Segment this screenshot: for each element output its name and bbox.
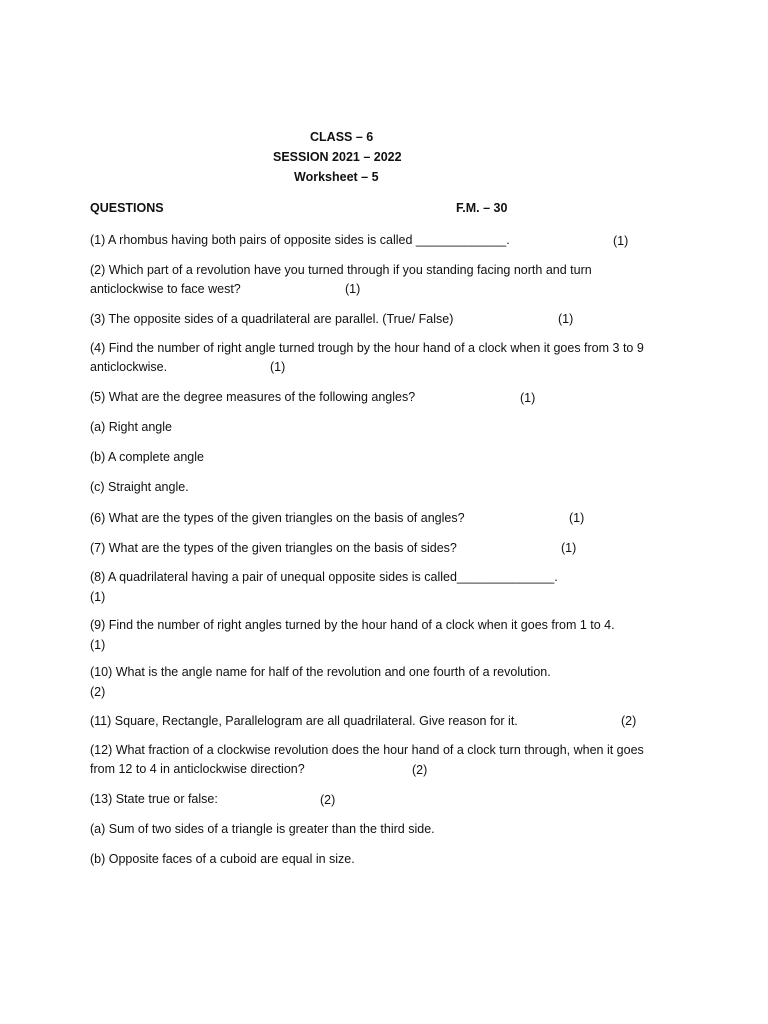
question-1-mark: (1): [613, 234, 629, 248]
question-13-mark: (2): [320, 793, 336, 807]
question-10-mark: (2): [90, 685, 106, 699]
question-9-mark: (1): [90, 638, 106, 652]
question-12-line-1: (12) What fraction of a clockwise revolution does the hour hand of a clock turn through, when it goes: [90, 743, 644, 757]
question-13: (13) State true or false:: [90, 792, 218, 806]
question-8: (8) A quadrilateral having a pair of unequal opposite sides is called______________.: [90, 570, 558, 584]
question-11-mark: (2): [621, 714, 637, 728]
question-5-part-c: (c) Straight angle.: [90, 480, 189, 494]
question-13-part-a: (a) Sum of two sides of a triangle is greater than the third side.: [90, 822, 435, 836]
question-1: (1) A rhombus having both pairs of opposite sides is called _____________.: [90, 233, 510, 247]
question-12-mark: (2): [412, 763, 428, 777]
question-2-mark: (1): [345, 282, 361, 296]
question-10: (10) What is the angle name for half of the revolution and one fourth of a revolution.: [90, 665, 551, 679]
worksheet-heading: Worksheet – 5: [294, 170, 379, 184]
question-3: (3) The opposite sides of a quadrilateral are parallel. (True/ False): [90, 312, 454, 326]
question-3-mark: (1): [558, 312, 574, 326]
question-7-mark: (1): [561, 541, 577, 555]
question-11: (11) Square, Rectangle, Parallelogram are all quadrilateral. Give reason for it.: [90, 714, 518, 728]
question-7: (7) What are the types of the given triangles on the basis of sides?: [90, 541, 457, 555]
session-heading: SESSION 2021 – 2022: [273, 150, 402, 164]
question-4-line-1: (4) Find the number of right angle turned trough by the hour hand of a clock when it goes from 3 to 9: [90, 341, 644, 355]
question-9: (9) Find the number of right angles turned by the hour hand of a clock when it goes from 1 to 4.: [90, 618, 615, 632]
question-2-line-1: (2) Which part of a revolution have you turned through if you standing facing north and turn: [90, 263, 592, 277]
full-marks: F.M. – 30: [456, 201, 508, 215]
question-6: (6) What are the types of the given triangles on the basis of angles?: [90, 511, 465, 525]
question-6-mark: (1): [569, 511, 585, 525]
question-4-mark: (1): [270, 360, 286, 374]
question-13-part-b: (b) Opposite faces of a cuboid are equal in size.: [90, 852, 355, 866]
question-5-part-a: (a) Right angle: [90, 420, 172, 434]
questions-label: QUESTIONS: [90, 201, 164, 215]
question-8-mark: (1): [90, 590, 106, 604]
question-4-line-2: anticlockwise.: [90, 360, 168, 374]
question-2-line-2: anticlockwise to face west?: [90, 282, 241, 296]
question-5-mark: (1): [520, 391, 536, 405]
question-12-line-2: from 12 to 4 in anticlockwise direction?: [90, 762, 305, 776]
question-5-part-b: (b) A complete angle: [90, 450, 204, 464]
class-heading: CLASS – 6: [310, 130, 374, 144]
question-5: (5) What are the degree measures of the following angles?: [90, 390, 416, 404]
